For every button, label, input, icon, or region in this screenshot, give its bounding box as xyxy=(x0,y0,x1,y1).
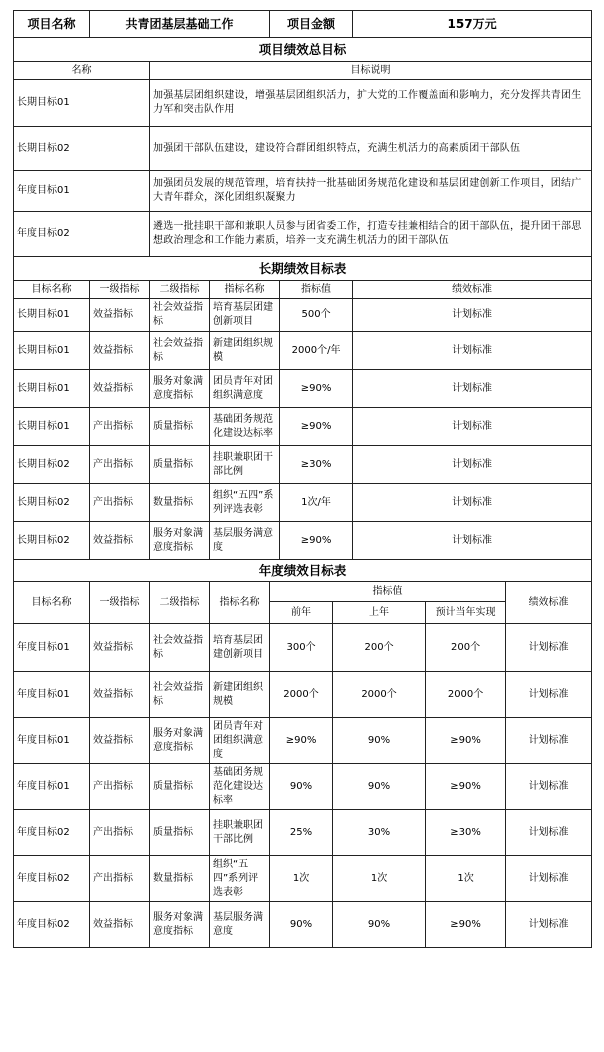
an-cell-standard: 计划标准 xyxy=(506,810,592,856)
lt-cell-level2: 社会效益指标 xyxy=(150,332,210,370)
an-cell-indicator: 组织“五四”系列评选表彰 xyxy=(210,856,270,902)
an-cell-expected: 2000个 xyxy=(426,672,506,718)
an-cell-prev1: 90% xyxy=(333,718,426,764)
table-body xyxy=(14,11,592,948)
annual-row xyxy=(14,856,592,902)
annual-row xyxy=(14,624,592,672)
lt-col-indicator: 指标名称 xyxy=(210,281,280,299)
long-term-row xyxy=(14,446,592,484)
an-cell-level2: 社会效益指标 xyxy=(150,672,210,718)
an-col-goal: 目标名称 xyxy=(14,582,90,624)
an-cell-standard: 计划标准 xyxy=(506,624,592,672)
an-cell-expected: ≥90% xyxy=(426,764,506,810)
an-cell-level2: 质量指标 xyxy=(150,810,210,856)
long-term-row xyxy=(14,299,592,332)
an-cell-prev1: 30% xyxy=(333,810,426,856)
overall-goal-name: 年度目标01 xyxy=(14,171,150,212)
overall-col-name: 名称 xyxy=(14,62,150,80)
overall-goal-name: 长期目标01 xyxy=(14,80,150,127)
lt-cell-level1: 产出指标 xyxy=(90,408,150,446)
lt-col-level2: 二级指标 xyxy=(150,281,210,299)
an-cell-prev2: 90% xyxy=(270,764,333,810)
an-cell-goal: 年度目标02 xyxy=(14,902,90,948)
lt-cell-value: 1次/年 xyxy=(280,484,353,522)
lt-cell-goal: 长期目标02 xyxy=(14,522,90,560)
lt-cell-goal: 长期目标01 xyxy=(14,332,90,370)
an-cell-level1: 效益指标 xyxy=(90,624,150,672)
lt-cell-level2: 质量指标 xyxy=(150,446,210,484)
long-term-row xyxy=(14,370,592,408)
annual-row xyxy=(14,810,592,856)
an-cell-level1: 效益指标 xyxy=(90,718,150,764)
lt-cell-level1: 效益指标 xyxy=(90,332,150,370)
an-cell-prev1: 200个 xyxy=(333,624,426,672)
an-cell-level2: 质量指标 xyxy=(150,764,210,810)
lt-cell-indicator: 新建团组织规模 xyxy=(210,332,280,370)
an-cell-prev1: 1次 xyxy=(333,856,426,902)
lt-cell-level1: 产出指标 xyxy=(90,446,150,484)
an-cell-level2: 数量指标 xyxy=(150,856,210,902)
annual-header-row-1 xyxy=(14,582,592,602)
lt-cell-indicator: 基层服务满意度 xyxy=(210,522,280,560)
an-cell-prev2: 2000个 xyxy=(270,672,333,718)
an-cell-standard: 计划标准 xyxy=(506,902,592,948)
an-cell-level1: 产出指标 xyxy=(90,856,150,902)
lt-cell-goal: 长期目标02 xyxy=(14,484,90,522)
an-cell-goal: 年度目标01 xyxy=(14,672,90,718)
overall-goal-row xyxy=(14,80,592,127)
overall-goal-row xyxy=(14,212,592,257)
lt-cell-standard: 计划标准 xyxy=(353,408,592,446)
overall-goals-title: 项目绩效总目标 xyxy=(14,38,592,62)
an-cell-prev2: ≥90% xyxy=(270,718,333,764)
lt-cell-value: 500个 xyxy=(280,299,353,332)
performance-sheet xyxy=(13,10,591,948)
lt-cell-standard: 计划标准 xyxy=(353,446,592,484)
an-col-indicator: 指标名称 xyxy=(210,582,270,624)
an-col-level1: 一级指标 xyxy=(90,582,150,624)
an-col-expected: 预计当年实现 xyxy=(426,602,506,624)
overall-goal-name: 长期目标02 xyxy=(14,127,150,171)
lt-cell-level1: 效益指标 xyxy=(90,299,150,332)
lt-cell-goal: 长期目标02 xyxy=(14,446,90,484)
long-term-row xyxy=(14,522,592,560)
an-cell-prev1: 2000个 xyxy=(333,672,426,718)
annual-row xyxy=(14,718,592,764)
project-name-value: 共青团基层基础工作 xyxy=(90,11,270,38)
an-cell-expected: ≥90% xyxy=(426,902,506,948)
an-cell-expected: ≥30% xyxy=(426,810,506,856)
lt-cell-goal: 长期目标01 xyxy=(14,408,90,446)
annual-title: 年度绩效目标表 xyxy=(14,560,592,582)
lt-col-value: 指标值 xyxy=(280,281,353,299)
long-term-row xyxy=(14,408,592,446)
lt-col-goal: 目标名称 xyxy=(14,281,90,299)
long-term-title: 长期绩效目标表 xyxy=(14,257,592,281)
an-cell-level1: 产出指标 xyxy=(90,810,150,856)
an-cell-level1: 效益指标 xyxy=(90,672,150,718)
project-name-label: 项目名称 xyxy=(14,11,90,38)
lt-cell-standard: 计划标准 xyxy=(353,522,592,560)
an-cell-expected: ≥90% xyxy=(426,718,506,764)
lt-cell-standard: 计划标准 xyxy=(353,370,592,408)
an-cell-level1: 产出指标 xyxy=(90,764,150,810)
overall-goal-row xyxy=(14,127,592,171)
long-term-row xyxy=(14,484,592,522)
performance-table xyxy=(13,10,592,948)
lt-cell-indicator: 挂职兼职团干部比例 xyxy=(210,446,280,484)
an-cell-indicator: 培育基层团建创新项目 xyxy=(210,624,270,672)
overall-goal-desc: 加强团干部队伍建设，建设符合群团组织特点，充满生机活力的高素质团干部队伍 xyxy=(150,127,592,171)
an-cell-indicator: 基础团务规范化建设达标率 xyxy=(210,764,270,810)
an-col-prev2: 前年 xyxy=(270,602,333,624)
lt-cell-value: ≥90% xyxy=(280,370,353,408)
an-cell-expected: 200个 xyxy=(426,624,506,672)
an-cell-goal: 年度目标02 xyxy=(14,810,90,856)
lt-cell-value: ≥30% xyxy=(280,446,353,484)
an-cell-prev2: 1次 xyxy=(270,856,333,902)
an-cell-indicator: 团员青年对团组织满意度 xyxy=(210,718,270,764)
an-cell-goal: 年度目标01 xyxy=(14,624,90,672)
an-cell-level2: 社会效益指标 xyxy=(150,624,210,672)
lt-cell-level2: 质量指标 xyxy=(150,408,210,446)
annual-row xyxy=(14,672,592,718)
an-col-level2: 二级指标 xyxy=(150,582,210,624)
lt-col-standard: 绩效标准 xyxy=(353,281,592,299)
an-cell-standard: 计划标准 xyxy=(506,718,592,764)
an-cell-goal: 年度目标01 xyxy=(14,764,90,810)
annual-row xyxy=(14,902,592,948)
overall-goal-desc: 遴选一批挂职干部和兼职人员参与团省委工作，打造专挂兼相结合的团干部队伍，提升团干部思想政治理念和工作能力素质，培养一支充满生机活力的团干部队伍 xyxy=(150,212,592,257)
an-col-standard: 绩效标准 xyxy=(506,582,592,624)
an-cell-level2: 服务对象满意度指标 xyxy=(150,902,210,948)
an-cell-indicator: 基层服务满意度 xyxy=(210,902,270,948)
an-cell-goal: 年度目标02 xyxy=(14,856,90,902)
an-cell-prev1: 90% xyxy=(333,764,426,810)
overall-goal-desc: 加强基层团组织建设，增强基层团组织活力，扩大党的工作覆盖面和影响力，充分发挥共青团生力军和突击队作用 xyxy=(150,80,592,127)
long-term-header-row xyxy=(14,281,592,299)
project-amount-value: 157万元 xyxy=(353,11,592,38)
an-cell-prev1: 90% xyxy=(333,902,426,948)
lt-cell-level2: 数量指标 xyxy=(150,484,210,522)
an-cell-expected: 1次 xyxy=(426,856,506,902)
lt-cell-indicator: 组织“五四”系列评选表彰 xyxy=(210,484,280,522)
an-cell-level2: 服务对象满意度指标 xyxy=(150,718,210,764)
lt-cell-value: 2000个/年 xyxy=(280,332,353,370)
an-cell-indicator: 新建团组织规模 xyxy=(210,672,270,718)
overall-goal-row xyxy=(14,171,592,212)
an-cell-indicator: 挂职兼职团干部比例 xyxy=(210,810,270,856)
lt-col-level1: 一级指标 xyxy=(90,281,150,299)
lt-cell-standard: 计划标准 xyxy=(353,332,592,370)
lt-cell-level1: 产出指标 xyxy=(90,484,150,522)
an-col-value-group: 指标值 xyxy=(270,582,506,602)
lt-cell-indicator: 团员青年对团组织满意度 xyxy=(210,370,280,408)
annual-title-row xyxy=(14,560,592,582)
lt-cell-level2: 服务对象满意度指标 xyxy=(150,522,210,560)
an-cell-prev2: 25% xyxy=(270,810,333,856)
overall-goal-desc: 加强团员发展的规范管理，培育扶持一批基础团务规范化建设和基层团建创新工作项目，团结广大青年群众，深化团组织凝聚力 xyxy=(150,171,592,212)
long-term-row xyxy=(14,332,592,370)
lt-cell-value: ≥90% xyxy=(280,522,353,560)
lt-cell-standard: 计划标准 xyxy=(353,299,592,332)
project-amount-label: 项目金额 xyxy=(270,11,353,38)
overall-col-desc: 目标说明 xyxy=(150,62,592,80)
an-cell-standard: 计划标准 xyxy=(506,856,592,902)
lt-cell-goal: 长期目标01 xyxy=(14,299,90,332)
an-cell-standard: 计划标准 xyxy=(506,672,592,718)
an-col-prev1: 上年 xyxy=(333,602,426,624)
lt-cell-value: ≥90% xyxy=(280,408,353,446)
long-term-title-row xyxy=(14,257,592,281)
an-cell-goal: 年度目标01 xyxy=(14,718,90,764)
lt-cell-indicator: 基础团务规范化建设达标率 xyxy=(210,408,280,446)
an-cell-prev2: 90% xyxy=(270,902,333,948)
annual-row xyxy=(14,764,592,810)
lt-cell-level2: 社会效益指标 xyxy=(150,299,210,332)
lt-cell-level2: 服务对象满意度指标 xyxy=(150,370,210,408)
overall-goal-name: 年度目标02 xyxy=(14,212,150,257)
lt-cell-goal: 长期目标01 xyxy=(14,370,90,408)
an-cell-prev2: 300个 xyxy=(270,624,333,672)
an-cell-level1: 效益指标 xyxy=(90,902,150,948)
lt-cell-level1: 效益指标 xyxy=(90,370,150,408)
an-cell-standard: 计划标准 xyxy=(506,764,592,810)
lt-cell-standard: 计划标准 xyxy=(353,484,592,522)
lt-cell-indicator: 培育基层团建创新项目 xyxy=(210,299,280,332)
lt-cell-level1: 效益指标 xyxy=(90,522,150,560)
